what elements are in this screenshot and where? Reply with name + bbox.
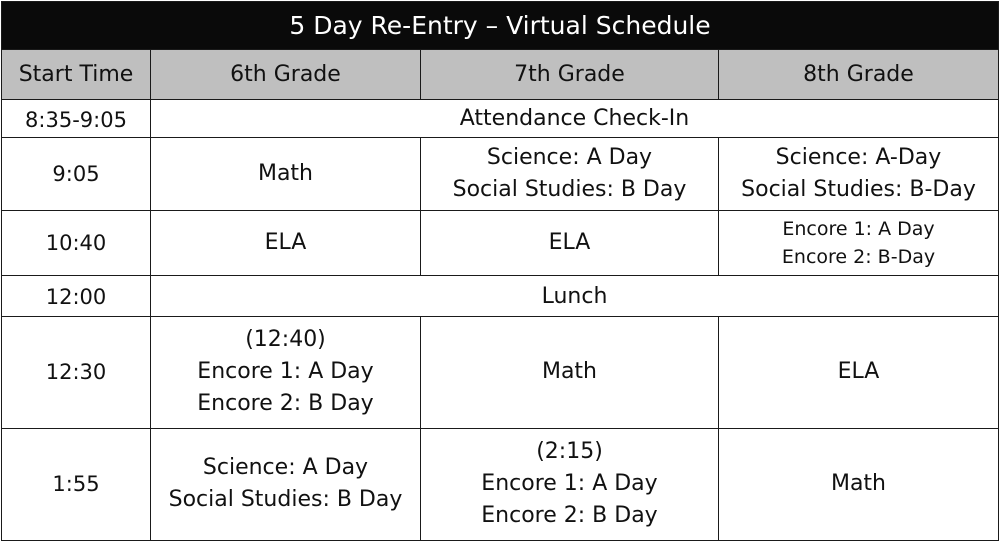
cell-line: ELA (548, 229, 591, 255)
start-time: 1:55 (2, 428, 151, 540)
grade-8-cell (719, 428, 999, 540)
cell-line: Encore 1: A Day (197, 359, 374, 385)
cell-line: (2:15) (536, 439, 603, 465)
grade-6-cell (151, 210, 421, 275)
cell-line: Encore 2: B Day (197, 391, 374, 417)
grade-8-cell (719, 138, 999, 210)
start-time: 12:30 (2, 317, 151, 428)
grade-7-cell (421, 428, 719, 540)
grade-7-cell (421, 317, 719, 428)
table-row (2, 428, 999, 540)
table-row (2, 138, 999, 210)
header-start-time: Start Time (2, 50, 151, 100)
start-time: 8:35-9:05 (2, 100, 151, 138)
cell-line: Science: A Day (202, 455, 369, 481)
start-time: 9:05 (2, 138, 151, 210)
cell-line: Encore 1: A Day (782, 217, 935, 240)
cell-line: Encore 2: B-Day (781, 245, 936, 268)
cell-line: ELA (837, 359, 880, 385)
cell-line: Encore 1: A Day (481, 471, 658, 497)
table-row (2, 210, 999, 275)
schedule-table (1, 1, 999, 541)
grade-6-cell (151, 428, 421, 540)
schedule-title: 5 Day Re-Entry – Virtual Schedule (2, 2, 999, 50)
cell-line: Math (830, 471, 887, 497)
span-cell-attendance: Attendance Check-In (151, 100, 999, 138)
grade-8-cell (719, 210, 999, 275)
cell-line: Math (541, 359, 598, 385)
cell-line: Social Studies: B-Day (741, 177, 976, 203)
table-row (2, 317, 999, 428)
cell-line: Science: A Day (486, 145, 653, 171)
grade-8-cell (719, 317, 999, 428)
header-6th-grade: 6th Grade (151, 50, 421, 100)
header-8th-grade: 8th Grade (719, 50, 999, 100)
header-7th-grade: 7th Grade (421, 50, 719, 100)
cell-line: Math (257, 161, 314, 187)
cell-line: ELA (264, 229, 307, 255)
cell-line: Social Studies: B Day (452, 177, 687, 203)
cell-line: (12:40) (245, 327, 326, 353)
title-row (2, 2, 999, 50)
table-row (2, 275, 999, 316)
span-cell-lunch: Lunch (151, 275, 999, 316)
table-row (2, 100, 999, 138)
header-row (2, 50, 999, 100)
grade-6-cell (151, 317, 421, 428)
grade-7-cell (421, 210, 719, 275)
grade-7-cell (421, 138, 719, 210)
cell-line: Science: A-Day (775, 145, 942, 171)
cell-line: Social Studies: B Day (168, 487, 403, 513)
cell-line: Encore 2: B Day (481, 503, 658, 529)
start-time: 10:40 (2, 210, 151, 275)
start-time: 12:00 (2, 275, 151, 316)
grade-6-cell (151, 138, 421, 210)
